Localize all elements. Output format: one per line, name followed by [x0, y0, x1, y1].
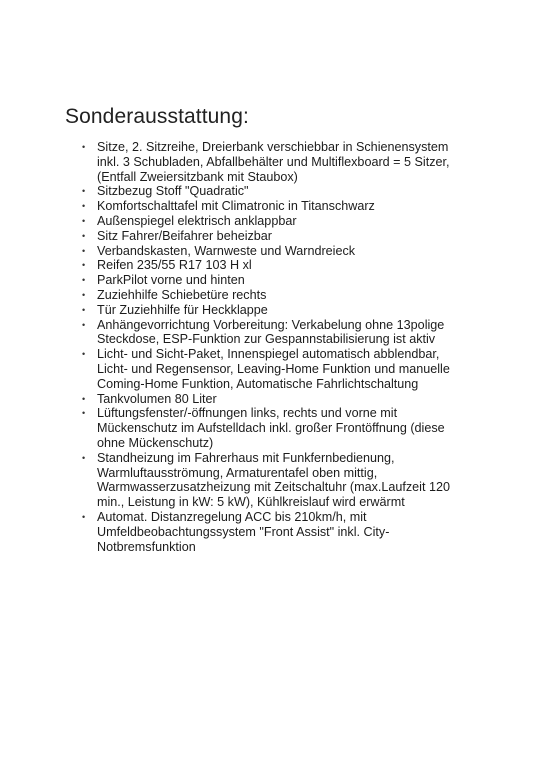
list-item-text: Sitze, 2. Sitzreihe, Dreierbank verschiebbar in Schienensystem inkl. 3 Schubladen, Abfallbehälter und Multiflexboard = 5 Sitzer, (Entfall Zweiersitzbank mit Staubox) — [97, 140, 450, 184]
bullet-icon: • — [82, 349, 86, 360]
bullet-icon: • — [82, 230, 86, 241]
section-heading: Sonderausstattung: — [65, 105, 249, 128]
bullet-icon: • — [82, 260, 86, 271]
bullet-icon: • — [82, 452, 86, 463]
bullet-icon: • — [82, 393, 86, 404]
bullet-icon: • — [82, 408, 86, 419]
bullet-icon: • — [82, 142, 86, 152]
list-item-text: Tankvolumen 80 Liter — [97, 391, 217, 406]
list-item — [82, 317, 472, 348]
list-item — [82, 184, 472, 199]
bullet-icon: • — [82, 186, 86, 197]
list-item-text: Reifen 235/55 R17 103 H xl — [97, 258, 252, 273]
list-item-text: Sitzbezug Stoff "Quadratic" — [97, 184, 249, 199]
equipment-list — [82, 140, 472, 554]
list-item — [82, 199, 472, 214]
list-item-text: Lüftungsfenster/-öffnungen links, rechts und vorne mit Mückenschutz im Aufstelldach inkl. großer Frontöffnung (diese ohne Mückenschutz) — [97, 406, 445, 450]
bullet-icon: • — [82, 245, 86, 256]
bullet-icon: • — [82, 275, 86, 286]
list-item-text: Standheizung im Fahrerhaus mit Funkfernbedienung, Warmluftausströmung, Armaturentafel oben mittig, Warmwasserzusatzheizung mit Zeitschaltuhr (max.Laufzeit 120 min., Leistung in kW: 5 kW), Kühlkreislauf wird erwärmt — [97, 450, 450, 510]
list-item — [82, 140, 472, 184]
bullet-icon: • — [82, 201, 86, 212]
list-item — [82, 302, 472, 318]
list-item-text: Verbandskasten, Warnweste und Warndreieck — [97, 243, 356, 258]
list-item — [82, 273, 472, 288]
list-item — [82, 509, 472, 554]
list-item — [82, 258, 472, 273]
list-item — [82, 347, 472, 391]
list-item-text: Tür Zuziehhilfe für Heckklappe — [97, 302, 268, 317]
list-item-text: Sitz Fahrer/Beifahrer beheizbar — [97, 228, 272, 243]
bullet-icon: • — [82, 289, 86, 300]
bullet-icon: • — [82, 304, 86, 315]
list-item-text: Anhängevorrichtung Vorbereitung: Verkabelung ohne 13polige Steckdose, ESP-Funktion zur Gespannstabilisierung ist aktiv — [97, 317, 445, 347]
list-item — [82, 213, 472, 229]
bullet-icon: • — [82, 215, 86, 226]
list-item-text: Zuziehhilfe Schiebetüre rechts — [97, 287, 267, 302]
bullet-icon: • — [82, 511, 86, 522]
list-item-text: Komfortschalttafel mit Climatronic in Titanschwarz — [97, 199, 375, 214]
list-item — [82, 406, 472, 450]
list-item-text: Licht- und Sicht-Paket, Innenspiegel automatisch abblendbar, Licht- und Regensensor, Leaving-Home Funktion und manuelle Coming-Home Funktion, Automatische Fahrlichtschaltung — [97, 347, 450, 391]
list-item-text: ParkPilot vorne und hinten — [97, 273, 245, 288]
list-item — [82, 228, 472, 244]
bullet-icon: • — [82, 319, 86, 330]
list-item-text: Außenspiegel elektrisch anklappbar — [97, 213, 297, 228]
list-item-text: Automat. Distanzregelung ACC bis 210km/h, mit Umfeldbeobachtungssystem "Front Assist" inkl. City-Notbremsfunktion — [97, 509, 390, 554]
list-item — [82, 243, 472, 259]
list-item — [82, 287, 472, 303]
list-item — [82, 450, 472, 510]
list-item — [82, 391, 472, 407]
